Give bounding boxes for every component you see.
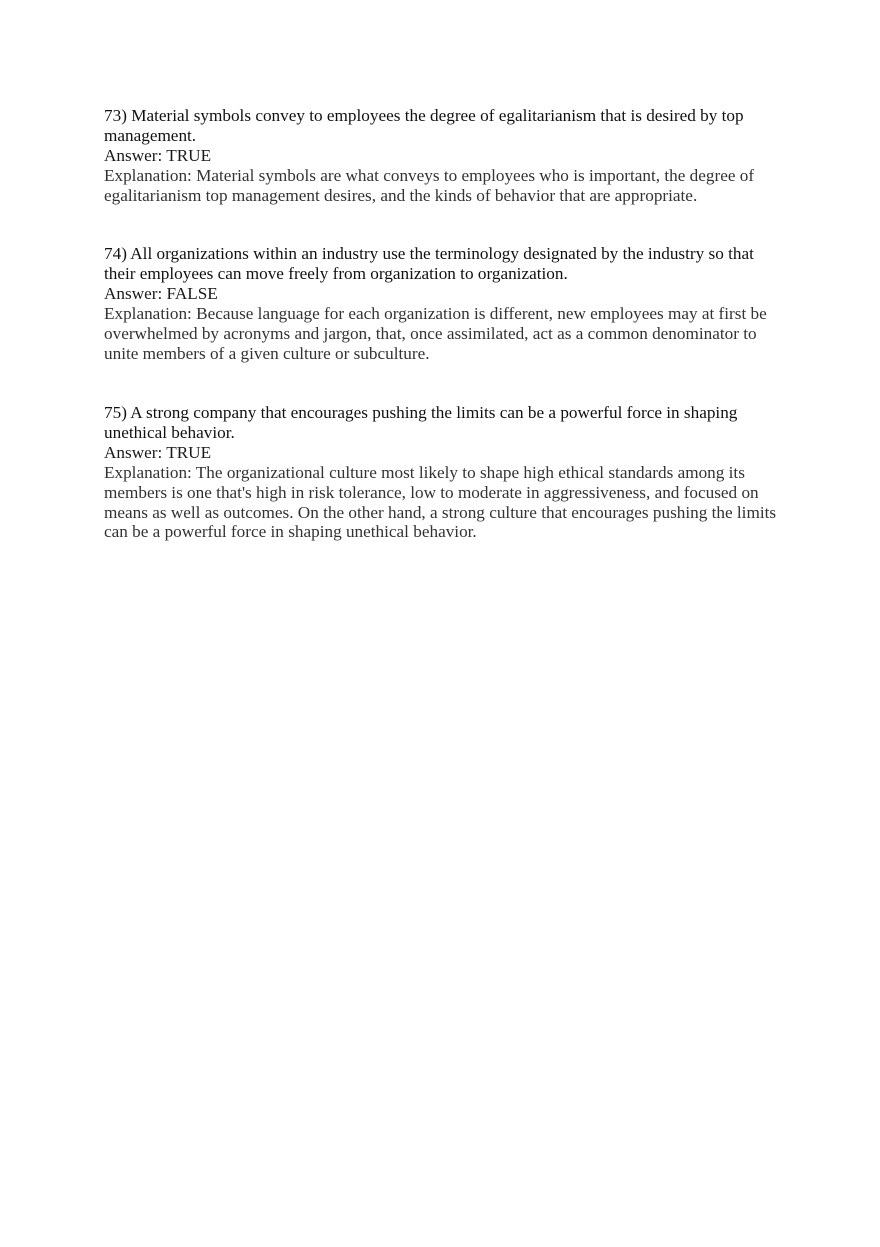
explanation-text: Explanation: The organizational culture most likely to shape high ethical standards among its members is one that's high in risk tolerance, low to moderate in aggressiveness, and focused on means as well as outcomes. On the other hand, a strong culture that encourages pushing the limits can be a powerful force in shaping unethical behavior. bbox=[104, 462, 777, 542]
question-block-73 bbox=[104, 106, 784, 206]
answer-text: Answer: FALSE bbox=[104, 283, 218, 303]
question-text: 73) Material symbols convey to employees the degree of egalitarianism that is desired by top management. bbox=[104, 106, 744, 145]
question-block-74 bbox=[104, 244, 784, 363]
question-block-75 bbox=[104, 403, 784, 542]
answer-text: Answer: TRUE bbox=[104, 145, 212, 165]
explanation-text: Explanation: Because language for each organization is different, new employees may at first be overwhelmed by acronyms and jargon, that, once assimilated, act as a common denominator to unite members of a given culture or subculture. bbox=[104, 303, 767, 363]
answer-text: Answer: TRUE bbox=[104, 442, 212, 462]
question-text: 74) All organizations within an industry use the terminology designated by the industry so that their employees can move freely from organization to organization. bbox=[104, 244, 754, 283]
explanation-text: Explanation: Material symbols are what conveys to employees who is important, the degree of egalitarianism top management desires, and the kinds of behavior that are appropriate. bbox=[104, 165, 755, 205]
question-text: 75) A strong company that encourages pushing the limits can be a powerful force in shaping unethical behavior. bbox=[104, 403, 738, 442]
